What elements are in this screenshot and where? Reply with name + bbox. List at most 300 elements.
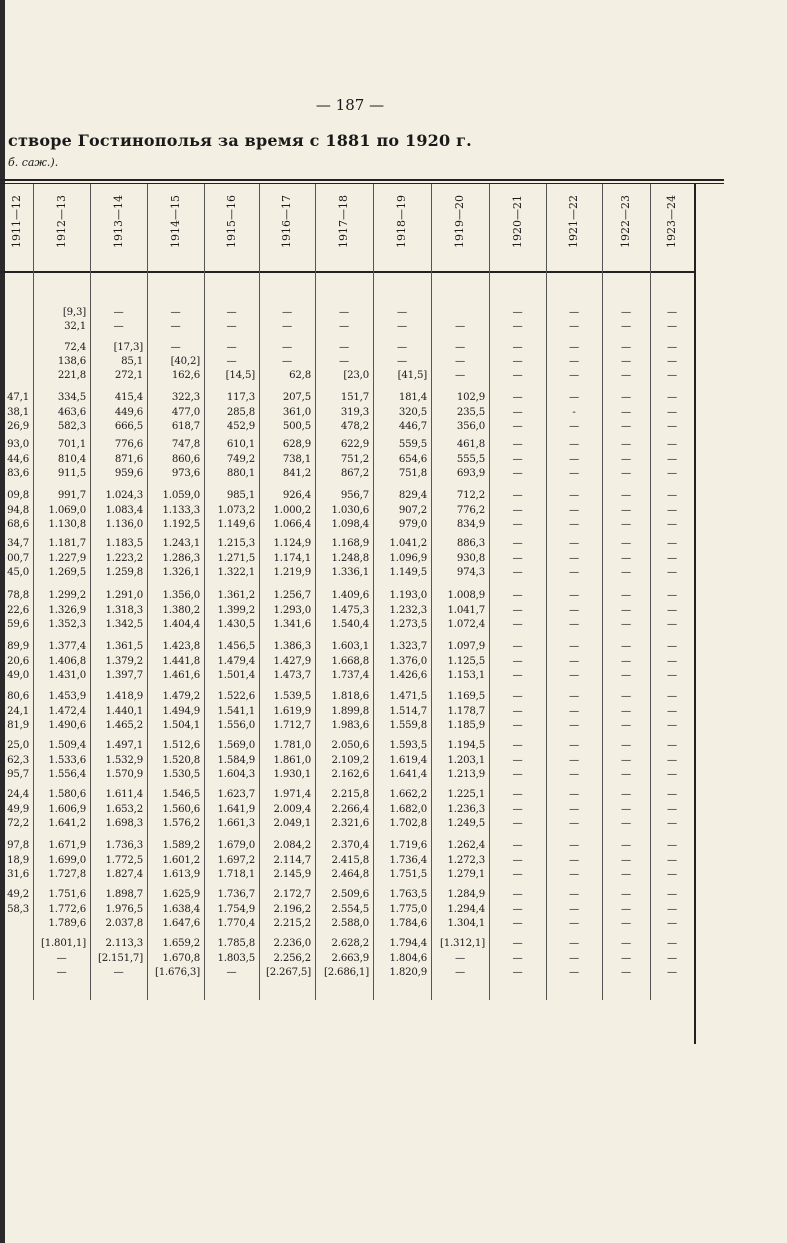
table-cell: 2.415,8 [331, 854, 369, 866]
table-cell: — [569, 938, 579, 949]
table-cell: 2.113,3 [105, 938, 143, 949]
table-cell: — [667, 691, 677, 702]
table-cell: 1.784,6 [389, 918, 427, 929]
table-cell: [23,0 [343, 370, 369, 381]
table-cell: 151,7 [340, 392, 369, 403]
table-cell: 1.647,6 [162, 918, 200, 929]
table-cell: 181,4 [398, 392, 427, 403]
table-cell: — [512, 655, 523, 667]
table-cell: 1.539,5 [273, 691, 311, 702]
table-cell: — [512, 421, 523, 432]
table-cell: 1.409,6 [331, 590, 369, 601]
table-cell: 449,6 [114, 406, 143, 418]
table-cell: 979,0 [398, 519, 427, 530]
table-cell: — [621, 720, 631, 731]
column-header: 1917—18 [337, 195, 350, 248]
table-cell: — [621, 918, 631, 929]
table-cell: — [569, 538, 579, 549]
table-cell: 1.069,0 [48, 504, 86, 516]
table-cell: — [226, 967, 237, 978]
table-cell: — [621, 952, 631, 964]
table-cell: 1.323,7 [389, 641, 427, 652]
table-cell: — [569, 619, 579, 630]
table-cell: 1.794,4 [389, 938, 427, 949]
table-cell: 1.501,4 [217, 670, 255, 681]
table-cell: 320,5 [398, 406, 427, 418]
table-cell: 463,6 [57, 406, 86, 418]
table-cell: 628,9 [282, 439, 311, 450]
table-cell: 49,2 [7, 889, 29, 900]
table-cell: 2.266,4 [331, 803, 369, 815]
table-cell: 1.603,1 [331, 641, 369, 652]
table-cell: — [667, 889, 677, 900]
table-cell: [1.676,3] [154, 967, 200, 978]
table-cell: — [569, 840, 579, 851]
table-cell: 1.318,3 [105, 604, 143, 616]
table-cell: — [621, 439, 631, 450]
table-cell: 1.341,6 [273, 619, 311, 630]
table-cell: — [621, 356, 631, 367]
table-cell: 1.386,3 [273, 641, 311, 652]
table-cell: 1.589,2 [162, 840, 200, 851]
table-cell: [2.267,5] [265, 967, 311, 978]
table-cell: — [667, 840, 677, 851]
table-cell: — [569, 439, 579, 450]
table-cell: 1.533,6 [48, 754, 86, 766]
table-cell: 1.736,3 [105, 840, 143, 851]
table-cell: 1.136,0 [105, 519, 143, 530]
table-cell: — [569, 818, 579, 829]
table-cell: — [569, 453, 579, 465]
table-cell: — [512, 490, 523, 501]
table-cell: 95,7 [7, 769, 29, 780]
table-cell: 207,5 [282, 392, 311, 403]
table-cell: 1.497,1 [105, 740, 143, 751]
table-cell: — [397, 342, 407, 353]
table-cell: — [621, 769, 631, 780]
table-cell: — [621, 889, 631, 900]
table-cell: 582,3 [57, 421, 86, 432]
table-cell: — [512, 952, 523, 964]
table-cell: 1.379,2 [105, 655, 143, 667]
table-cell: — [512, 307, 523, 318]
header-top-rule [0, 179, 724, 181]
table-cell: — [512, 619, 523, 630]
table-cell: — [667, 952, 677, 964]
table-cell: — [667, 818, 677, 829]
table-cell: [41,5] [397, 370, 427, 381]
table-cell: 319,3 [340, 406, 369, 418]
table-cell: 1.556,4 [48, 769, 86, 780]
table-cell: 1.504,1 [162, 720, 200, 731]
table-cell: 1.490,6 [48, 720, 86, 731]
table-cell: 24,4 [7, 789, 29, 800]
table-cell: [1.312,1] [439, 938, 485, 949]
table-cell: 1.983,6 [331, 720, 369, 731]
table-cell: 1.376,0 [389, 655, 427, 667]
table-cell: 1.540,4 [331, 619, 369, 630]
table-cell: 1.559,8 [389, 720, 427, 731]
table-cell: — [512, 321, 523, 332]
table-cell: — [569, 641, 579, 652]
table-cell: 221,8 [57, 370, 86, 381]
table-cell: — [569, 655, 579, 667]
table-cell: — [621, 691, 631, 702]
table-cell: — [455, 952, 465, 964]
table-cell: — [621, 370, 631, 381]
table-cell: 974,3 [456, 567, 485, 578]
table-cell: 1.471,5 [389, 691, 427, 702]
table-cell: 2.509,6 [331, 889, 369, 900]
table-cell: — [339, 356, 349, 367]
table-cell: — [569, 307, 579, 318]
table-cell: — [569, 604, 579, 616]
table-cell: 1.399,2 [217, 604, 255, 616]
column-header: 1922—23 [619, 195, 632, 248]
table-cell: — [667, 789, 677, 800]
table-cell: 1.133,3 [162, 504, 200, 516]
table-cell: — [512, 938, 523, 949]
table-cell: 610,1 [226, 439, 255, 450]
table-cell: — [621, 392, 631, 403]
table-cell: — [621, 705, 631, 717]
table-cell: 829,4 [398, 490, 427, 501]
table-cell: — [667, 321, 677, 332]
table-cell: — [667, 567, 677, 578]
table-cell: — [621, 655, 631, 667]
table-cell: 1.192,5 [162, 519, 200, 530]
table-cell: 235,5 [456, 406, 485, 418]
table-cell: 1.072,4 [447, 619, 485, 630]
table-cell: 478,2 [340, 421, 369, 432]
table-cell: 62,8 [289, 370, 311, 381]
table-cell: 2.321,6 [331, 818, 369, 829]
table-cell: 18,9 [7, 854, 29, 866]
table-cell: — [512, 439, 523, 450]
table-cell: [17,3] [113, 342, 143, 353]
table-cell: — [621, 321, 631, 332]
table-cell: — [667, 490, 677, 501]
table-cell: 1.520,8 [162, 754, 200, 766]
table-cell: 985,1 [226, 490, 255, 501]
table-cell: — [455, 967, 465, 978]
table-cell: — [621, 342, 631, 353]
table-cell: — [569, 918, 579, 929]
table-cell: 1.804,6 [389, 952, 427, 964]
table-cell: 1.976,5 [105, 903, 143, 915]
table-cell: — [667, 720, 677, 731]
table-cell: — [621, 519, 631, 530]
table-cell: — [569, 967, 579, 978]
table-cell: 1.430,5 [217, 619, 255, 630]
column-header: 1919—20 [453, 195, 466, 248]
table-cell: — [512, 918, 523, 929]
table-cell: 1.827,4 [105, 869, 143, 880]
table-cell: — [226, 356, 237, 367]
table-cell: 1.682,0 [389, 803, 427, 815]
table-cell: 749,2 [226, 453, 255, 465]
table-cell: 78,8 [7, 590, 29, 601]
table-cell: 1.225,1 [447, 789, 485, 800]
table-cell: [14,5] [225, 370, 255, 381]
table-cell: 1.249,5 [447, 818, 485, 829]
table-cell: — [569, 691, 579, 702]
table-cell: 1.352,3 [48, 619, 86, 630]
table-cell: 1.772,6 [48, 903, 86, 915]
table-cell: — [512, 869, 523, 880]
table-cell: 97,8 [7, 840, 29, 851]
table-cell: 1.272,3 [447, 854, 485, 866]
table-cell: — [512, 705, 523, 717]
table-cell: 1.532,9 [105, 754, 143, 766]
table-cell: — [512, 567, 523, 578]
table-cell: 2.050,6 [331, 740, 369, 751]
table-cell: 1.818,6 [331, 691, 369, 702]
table-cell: 334,5 [57, 392, 86, 403]
table-cell: 1.256,7 [273, 590, 311, 601]
table-cell: — [621, 740, 631, 751]
table-cell: — [667, 307, 677, 318]
table-cell: — [282, 356, 292, 367]
table-cell: — [339, 307, 349, 318]
table-cell: 1.601,2 [162, 854, 200, 866]
table-cell: 1.269,5 [48, 567, 86, 578]
table-cell: 1.751,5 [389, 869, 427, 880]
table-cell: — [569, 854, 579, 866]
table-cell: 94,8 [7, 504, 29, 516]
column-header: 1920—21 [510, 195, 524, 248]
table-cell: 1.546,5 [162, 789, 200, 800]
table-cell: 1.514,7 [389, 705, 427, 717]
table-cell: — [569, 903, 579, 915]
column-header: 1921—22 [567, 195, 580, 248]
table-cell: — [512, 392, 523, 403]
table-cell: 2.084,2 [273, 840, 311, 851]
table-cell: 1.219,9 [273, 567, 311, 578]
table-cell: 2.215,2 [273, 918, 311, 929]
table-cell: — [621, 567, 631, 578]
table-cell: 1.560,6 [162, 803, 200, 815]
table-cell: 1.930,1 [273, 769, 311, 780]
column-divider [694, 184, 696, 1044]
table-cell: 1.326,1 [162, 567, 200, 578]
table-cell: — [621, 818, 631, 829]
page-number: — 187 — [315, 96, 385, 114]
table-cell: 452,9 [226, 421, 255, 432]
table-cell: — [339, 321, 349, 332]
table-cell: 22,6 [7, 604, 29, 616]
table-cell: — [569, 321, 579, 332]
table-cell: — [667, 392, 677, 403]
table-cell: — [512, 720, 523, 731]
table-cell: 1.479,4 [217, 655, 255, 667]
table-cell: — [621, 670, 631, 681]
table-cell: [2.151,7] [97, 952, 143, 964]
table-cell: 415,4 [114, 392, 143, 403]
table-cell: — [667, 903, 677, 915]
table-cell: 1.456,5 [217, 641, 255, 652]
table-cell: — [621, 619, 631, 630]
table-cell: — [512, 538, 523, 549]
table-cell: — [667, 619, 677, 630]
table-cell: 1.699,0 [48, 854, 86, 866]
table-cell: — [512, 854, 523, 866]
column-header: 1915—16 [224, 195, 238, 248]
table-cell: [2.686,1] [323, 967, 369, 978]
table-cell: 1.073,2 [217, 504, 255, 516]
table-cell: — [512, 889, 523, 900]
table-cell: — [512, 967, 523, 978]
table-cell: — [512, 641, 523, 652]
table-cell: 1.775,0 [389, 903, 427, 915]
table-cell: — [569, 567, 579, 578]
table-cell: 1.291,0 [105, 590, 143, 601]
table-cell: 85,1 [121, 356, 143, 367]
table-cell: 1.423,8 [162, 641, 200, 652]
table-cell: — [282, 307, 292, 318]
table-cell: 907,2 [398, 504, 427, 516]
table-cell: — [667, 590, 677, 601]
table-cell: 1.193,0 [389, 590, 427, 601]
table-cell: — [170, 307, 181, 318]
column-header: 1911—12 [9, 195, 23, 248]
table-cell: 1.441,8 [162, 655, 200, 667]
table-cell: 62,3 [7, 754, 29, 766]
table-cell: — [667, 655, 677, 667]
table-cell: 1.380,2 [162, 604, 200, 616]
table-cell: 1.763,5 [389, 889, 427, 900]
table-cell: 871,6 [114, 453, 143, 465]
table-cell: — [667, 918, 677, 929]
table-cell: 2.215,8 [331, 789, 369, 800]
table-cell: 500,5 [282, 421, 311, 432]
table-cell: — [621, 468, 631, 479]
table-cell: 1.697,2 [217, 854, 255, 866]
table-cell: — [621, 307, 631, 318]
table-cell: 555,5 [456, 453, 485, 465]
table-cell: — [512, 903, 523, 915]
table-cell: 1.736,7 [217, 889, 255, 900]
table-cell: 1.326,9 [48, 604, 86, 616]
table-cell: 1.059,0 [162, 490, 200, 501]
table-cell: 834,9 [456, 519, 485, 530]
table-cell: 860,6 [171, 453, 200, 465]
table-cell: 1.194,5 [447, 740, 485, 751]
table-cell: — [455, 342, 465, 353]
table-cell: 1.284,9 [447, 889, 485, 900]
table-cell: 1.066,4 [273, 519, 311, 530]
table-cell: 1.754,9 [217, 903, 255, 915]
table-cell: 361,0 [282, 406, 311, 418]
table-cell: 1.299,2 [48, 590, 86, 601]
table-cell: — [569, 740, 579, 751]
table-cell: 1.431,0 [48, 670, 86, 681]
table-cell: — [226, 342, 237, 353]
table-cell: 83,6 [7, 468, 29, 479]
table-cell: [1.801,1] [40, 938, 86, 949]
table-cell: 973,6 [171, 468, 200, 479]
table-cell: — [667, 803, 677, 815]
table-cell: 1.203,1 [447, 754, 485, 766]
table-cell: 2.588,0 [331, 918, 369, 929]
table-cell: 956,7 [340, 490, 369, 501]
table-cell: 776,2 [456, 504, 485, 516]
table-cell: 926,4 [282, 490, 311, 501]
table-cell: 138,6 [57, 356, 86, 367]
table-cell: — [621, 552, 631, 564]
table-cell: 1.712,7 [273, 720, 311, 731]
table-cell: — [512, 590, 523, 601]
table-cell: 693,9 [456, 468, 485, 479]
table-cell: — [512, 670, 523, 681]
table-cell: 2.628,2 [331, 938, 369, 949]
table-cell: 1.273,5 [389, 619, 427, 630]
table-cell: 31,6 [7, 869, 29, 880]
table-cell: 1.149,6 [217, 519, 255, 530]
table-cell: 1.030,6 [331, 504, 369, 516]
table-cell: 1.719,6 [389, 840, 427, 851]
table-cell: 1.570,9 [105, 769, 143, 780]
table-cell: — [667, 439, 677, 450]
table-cell: — [667, 769, 677, 780]
table-cell: 1.243,1 [162, 538, 200, 549]
table-cell: 666,5 [114, 421, 143, 432]
table-cell: — [512, 406, 523, 418]
table-cell: 356,0 [456, 421, 485, 432]
table-cell: — [282, 342, 292, 353]
table-cell: 1.751,6 [48, 889, 86, 900]
table-cell: 1.461,6 [162, 670, 200, 681]
table-cell: — [621, 938, 631, 949]
table-cell: — [512, 818, 523, 829]
column-header: 1918—19 [395, 195, 408, 248]
table-cell: 59,6 [7, 619, 29, 630]
table-cell: 751,8 [398, 468, 427, 479]
table-cell: 1.215,3 [217, 538, 255, 549]
table-cell: 2.049,1 [273, 818, 311, 829]
table-cell: 1.213,9 [447, 769, 485, 780]
table-cell: — [621, 490, 631, 501]
table-cell: 1.286,3 [162, 552, 200, 564]
table-cell: 1.698,3 [105, 818, 143, 829]
table-cell: 911,5 [57, 468, 86, 479]
table-cell: 1.427,9 [273, 655, 311, 667]
table-cell: — [455, 356, 465, 367]
table-cell: — [397, 356, 407, 367]
table-cell: 2.109,2 [331, 754, 369, 766]
table-cell: 1.185,9 [447, 720, 485, 731]
table-cell: 1.638,4 [162, 903, 200, 915]
table-cell: 1.293,0 [273, 604, 311, 616]
table-cell: — [569, 670, 579, 681]
table-cell: — [621, 421, 631, 432]
table-cell: 1.619,4 [389, 754, 427, 766]
table-cell: 32,1 [64, 321, 86, 332]
table-cell: 1.530,5 [162, 769, 200, 780]
table-cell: — [621, 789, 631, 800]
table-cell: — [512, 769, 523, 780]
table-cell: — [569, 869, 579, 880]
column-header: 1923—24 [665, 195, 678, 248]
table-cell: 1.668,8 [331, 655, 369, 667]
table-cell: — [667, 938, 677, 949]
table-cell: 1.576,2 [162, 818, 200, 829]
table-cell: 1.861,0 [273, 754, 311, 766]
table-cell: — [569, 468, 579, 479]
table-cell: — [569, 705, 579, 717]
table-cell: — [569, 504, 579, 516]
table-cell: 1.494,9 [162, 705, 200, 717]
